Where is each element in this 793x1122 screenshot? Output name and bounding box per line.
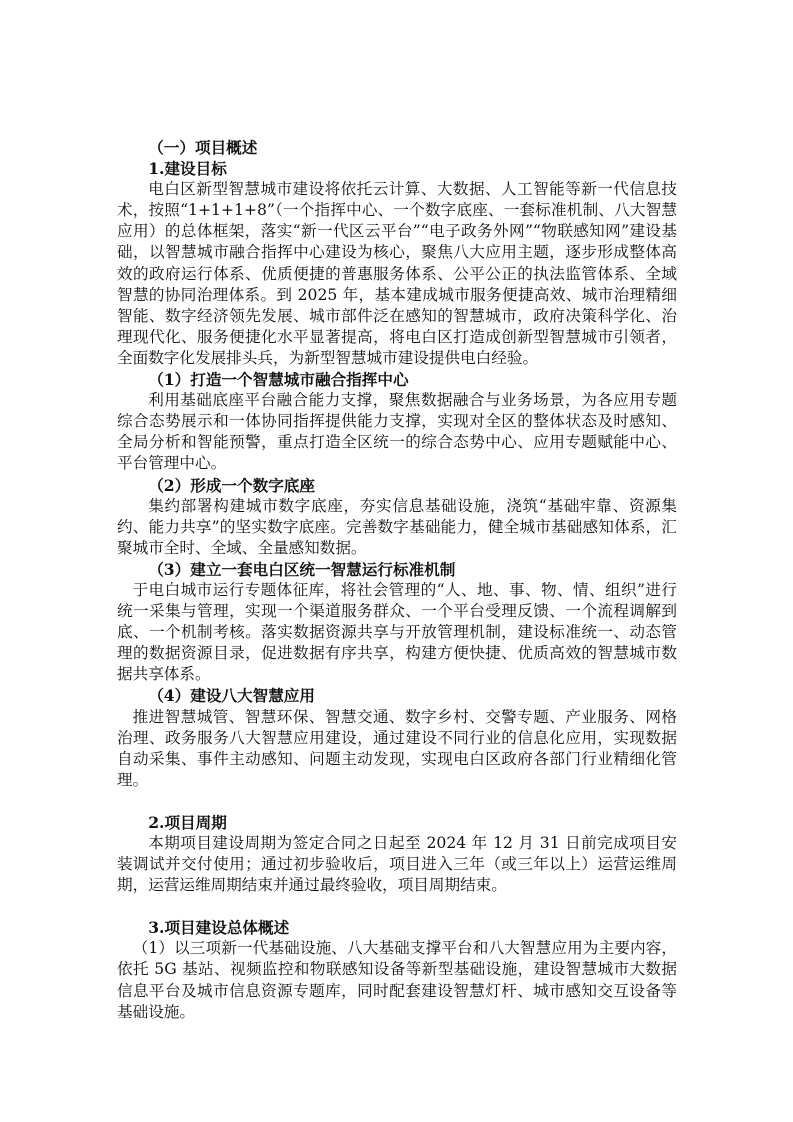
item2-paragraph: 集约部署构建城市数字底座，夯实信息基础设施，浇筑“基础牢靠、资源集约、能力共享”的坚实数字底座。完善数字基础能力，健全城市基础感知体系，汇聚城市全时、全域、全量感知数据。 [117,496,677,557]
goal-heading: 1.建设目标 [148,159,227,179]
item1-heading: （1）打造一个智慧城市融合指挥中心 [148,370,409,390]
item1-paragraph: 利用基础底座平台融合能力支撑，聚焦数据融合与业务场景，为各应用专题综合态势展示和一体协同指挥提供能力支撑，实现对全区的整体状态及时感知、全局分析和智能预警，重点打造全区统一的综合态势中心、应用专题赋能中心、平台管理中心。 [117,391,677,473]
spacer [117,896,677,917]
document-body [117,137,677,1023]
item3-heading: （3）建立一套电白区统一智慧运行标准机制 [148,559,456,579]
goal-paragraph: 电白区新型智慧城市建设将依托云计算、大数据、人工智能等新一代信息技术，按照“1+1+1+8”（一个指挥中心、一个数字底座、一套标准机制、八大智慧应用）的总体框架，落实“新一代区云平台”“电子政务外网”“物联感知网”建设基础，以智慧城市融合指挥中心建设为核心，聚焦八大应用主题，逐步形成整体高效的政府运行体系、优质便捷的普惠服务体系、公平公正的执法监管体系、全域智慧的协同治理体系。到 2025 年，基本建成城市服务便捷高效、城市治理精细智能、数字经济领先发展、城市部件泛在感知的智慧城市，政府决策科学化、治理现代化、服务便捷化水平显著提高，将电白区打造成创新型智慧城市引领者，全面数字化发展排头兵，为新型智慧城市建设提供电白经验。 [117,180,677,367]
item4-heading: （4）建设八大智慧应用 [148,686,315,706]
item4-paragraph: 推进智慧城管、智慧环保、智慧交通、数字乡村、交警专题、产业服务、网格治理、政务服务八大智慧应用建设，通过建设不同行业的信息化应用，实现数据自动采集、事件主动感知、问题主动发现，实现电白区政府各部门行业精细化管理。 [117,707,677,789]
overview-heading: （一）项目概述 [148,138,258,157]
summary-paragraph: （1）以三项新一代基础设施、八大基础支撑平台和八大智慧应用为主要内容，依托 5G 基站、视频监控和物联感知设备等新型基础设施，建设智慧城市大数据信息平台及城市信息资源专题库，同时配套建设智慧灯杆、城市感知交互设备等基础设施。 [117,939,677,1021]
item3-paragraph: 于电白城市运行专题体征库，将社会管理的“人、地、事、物、情、组织”进行统一采集与管理，实现一个渠道服务群众、一个平台受理反馈、一个流程调解到底、一个机制考核。落实数据资源共享与开放管理机制，建设标准统一、动态管理的数据资源目录，促进数据有序共享，构建方便快捷、优质高效的智慧城市数据共享体系。 [117,580,677,684]
spacer [117,791,677,812]
item2-heading: （2）形成一个数字底座 [148,475,315,495]
period-heading: 2.项目周期 [148,812,227,832]
summary-heading: 3.项目建设总体概述 [148,918,290,938]
period-paragraph: 本期项目建设周期为签定合同之日起至 2024 年 12 月 31 日前完成项目安装调试并交付使用；通过初步验收后，项目进入三年（或三年以上）运营运维周期，运营运维周期结束并通过最终验收，项目周期结束。 [117,834,677,895]
